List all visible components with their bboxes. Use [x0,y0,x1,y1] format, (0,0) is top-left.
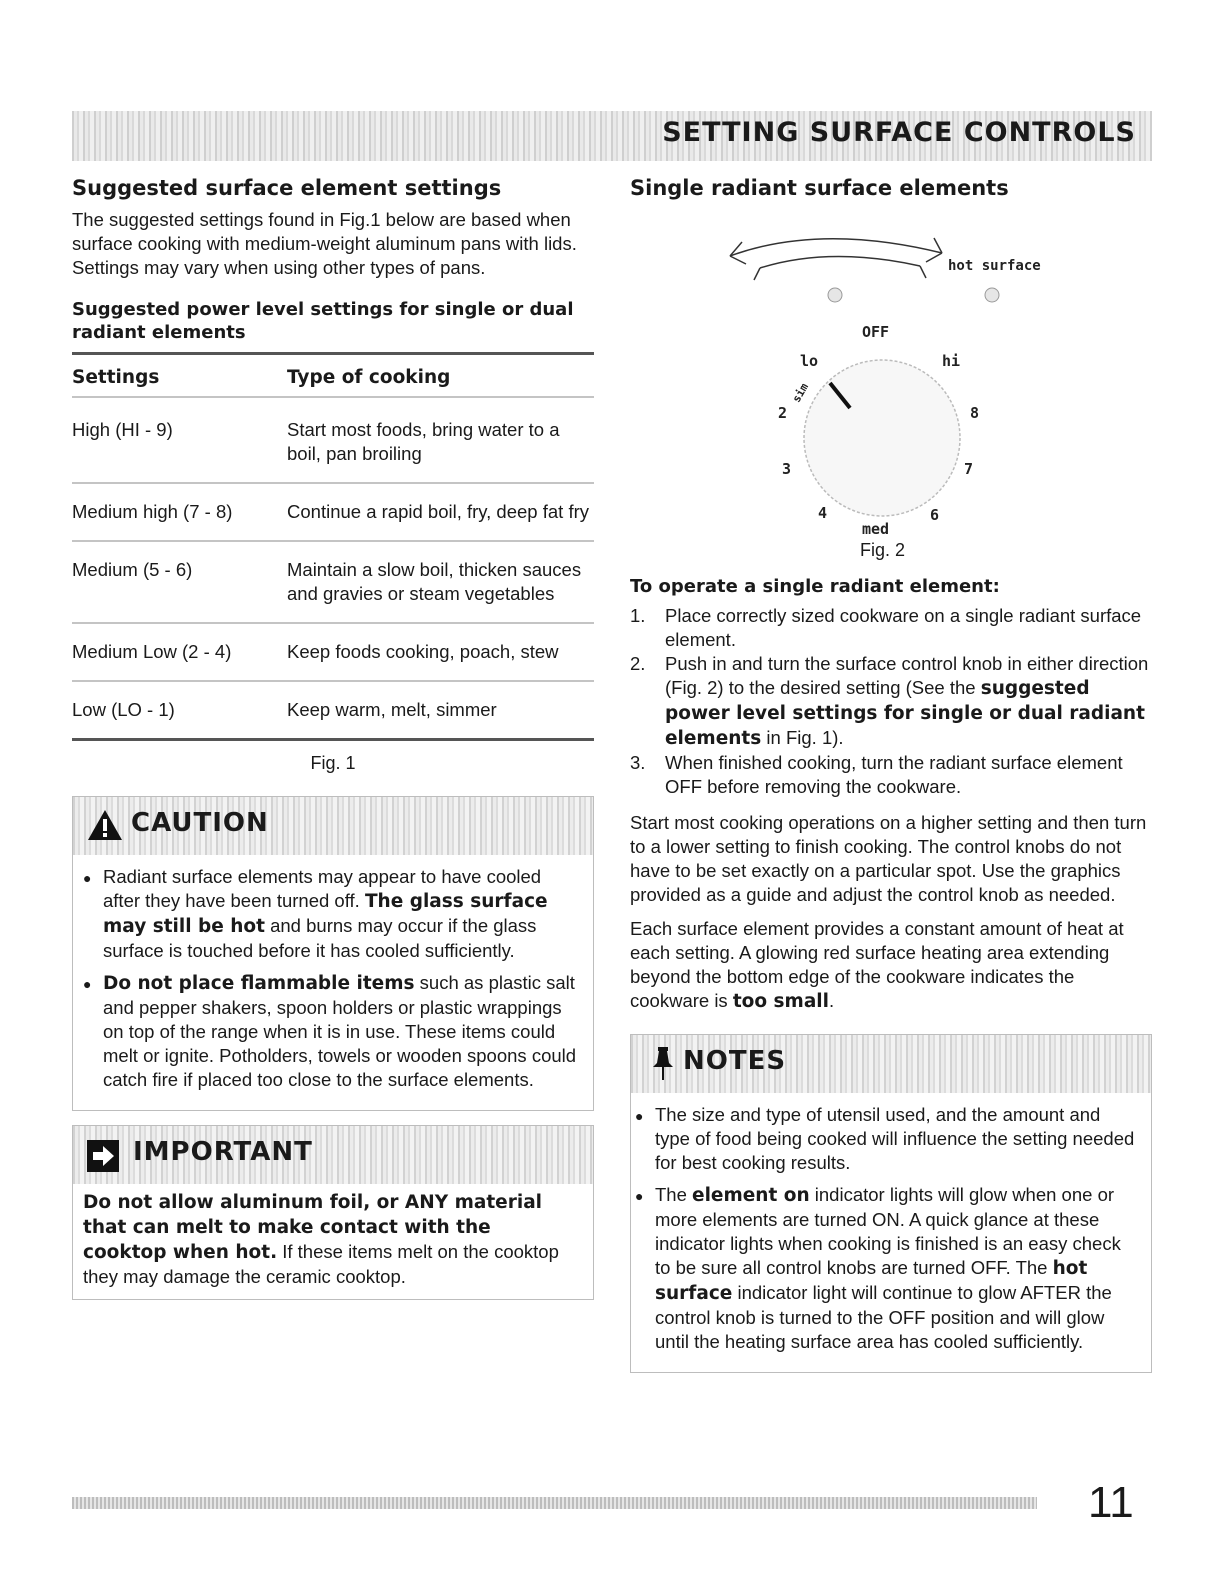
label-3: 3 [782,460,792,478]
caution-band [73,797,593,855]
step-item: 2. Push in and turn the surface control knob in either direction (Fig. 2) to the desired setting (See the suggested power level settings for single or dual radiant elements in Fig. 1). [630,653,1149,749]
table-row [72,482,594,540]
footer-bar [72,1497,1037,1509]
notes-bullet: ● The size and type of utensil used, and the amount and type of food being cooked will influence the setting needed for best cooking results. [635,1104,1135,1173]
arrow-icon [87,1140,119,1172]
operate-heading: To operate a single radiant element: [630,576,1000,597]
right-column [630,176,1152,1373]
cell-type: Keep warm, melt, simmer [287,699,497,720]
right-heading: Single radiant surface elements [630,176,1009,200]
label-2: 2 [778,404,788,422]
rotation-arrow-icon [730,238,942,280]
table-bottom-rule [72,738,594,741]
caution-title: CAUTION [131,808,269,838]
cell-setting: Medium high (7 - 8) [72,501,233,522]
bullet-dot: ● [83,870,92,886]
cell-setting: Medium (5 - 6) [72,559,193,580]
hot-surface-label: hot surface [948,258,1041,274]
table-row [72,680,594,738]
knob-illustration [630,208,1152,548]
table-title: Suggested power level settings for single or dual radiant elements [72,299,574,343]
label-4: 4 [818,504,828,522]
table-header [72,355,594,396]
col-header-type: Type of cooking [287,367,451,388]
operate-steps [630,604,1152,799]
header-band [72,111,1152,161]
section-title: SETTING SURFACE CONTROLS [662,117,1136,148]
fig1-caption: Fig. 1 [310,753,356,773]
bullet-dot: ● [635,1188,644,1204]
page-number: 11 [1088,1478,1134,1527]
bullet-dot: ● [635,1108,644,1124]
knob-dial [804,360,960,516]
caution-box [72,796,594,1111]
left-heading: Suggested surface element settings [72,176,502,200]
important-band [73,1126,593,1184]
caution-bullet: ● Radiant surface elements may appear to have cooled after they have been turned off. The glass surface may still be hot and burns may occur if the glass surface is touched before it has cooled sufficiently. [83,866,548,961]
left-column [72,176,594,1300]
label-sim: sim [789,380,811,405]
important-title: IMPORTANT [133,1137,313,1167]
left-intro: The suggested settings found in Fig.1 below are based when surface cooking with medium-weight aluminum pans with lids. Settings may vary when using other types of pans. [72,209,577,278]
label-lo: lo [800,352,819,370]
pushpin-icon [651,1047,675,1081]
cell-type: Continue a rapid boil, fry, deep fat fry [287,501,589,522]
label-8: 8 [970,404,980,422]
notes-band [631,1035,1151,1093]
table-row [72,540,594,622]
important-content: Do not allow aluminum foil, or ANY material that can melt to make contact with the cooktop when hot. If these items melt on the cooktop they may damage the ceramic cooktop. [83,1192,559,1287]
notes-title: NOTES [683,1046,787,1076]
caution-content [73,855,593,1110]
cell-setting: Low (LO - 1) [72,699,175,720]
indicator-light-icon [828,288,842,302]
warning-icon [87,809,123,841]
right-para-2: Each surface element provides a constant amount of heat at each setting. A glowing red surface heating area extending beyond the bottom edge of the cookware indicates the cookware is too small. [630,918,1124,1012]
notes-content [631,1093,1151,1372]
caution-bullet: ● Do not place flammable items such as plastic salt and pepper shakers, spoon holders or plastic wrappings on top of the range when it is in use. These items could melt or ignite. Potholders, towels or wooden spoons could catch fire if placed too close to the surface elements. [83,972,577,1090]
label-6: 6 [930,506,940,524]
step-item: 3. When finished cooking, turn the radiant surface element OFF before removing the cookware. [630,752,1123,797]
label-hi: hi [942,352,961,370]
label-7: 7 [964,460,974,478]
cell-type: Keep foods cooking, poach, stew [287,641,559,662]
right-para-1: Start most cooking operations on a higher setting and then turn to a lower setting to finish cooking. The control knobs do not have to be set exactly on a particular spot. Use the graphics provided as a guide and adjust the control knob as needed. [630,812,1147,905]
cell-type: Maintain a slow boil, thicken sauces and gravies or steam vegetables [287,559,582,604]
important-box [72,1125,594,1300]
bullet-dot: ● [83,976,92,992]
label-med: med [862,520,890,538]
label-off: OFF [862,323,890,341]
cell-setting: Medium Low (2 - 4) [72,641,232,662]
fig2-caption: Fig. 2 [860,540,906,560]
notes-box [630,1034,1152,1373]
table-row [72,622,594,680]
cell-setting: High (HI - 9) [72,419,173,440]
notes-bullet: ● The element on indicator lights will glow when one or more elements are turned ON. A quick glance at these indicator lights when cooking is finished is an easy check to be sure all control knobs are turned OFF. The hot surface indicator light will continue to glow AFTER the control knob is turned to the OFF position and will glow until the heating surface area has cooled sufficiently. [635,1184,1121,1352]
fig2-knob-diagram [630,208,1152,548]
step-item: 1. Place correctly sized cookware on a single radiant surface element. [630,605,1142,650]
hot-surface-light-icon [985,288,999,302]
cell-type: Start most foods, bring water to a boil, pan broiling [287,419,560,464]
table-row [72,396,594,482]
col-header-settings: Settings [72,367,160,388]
